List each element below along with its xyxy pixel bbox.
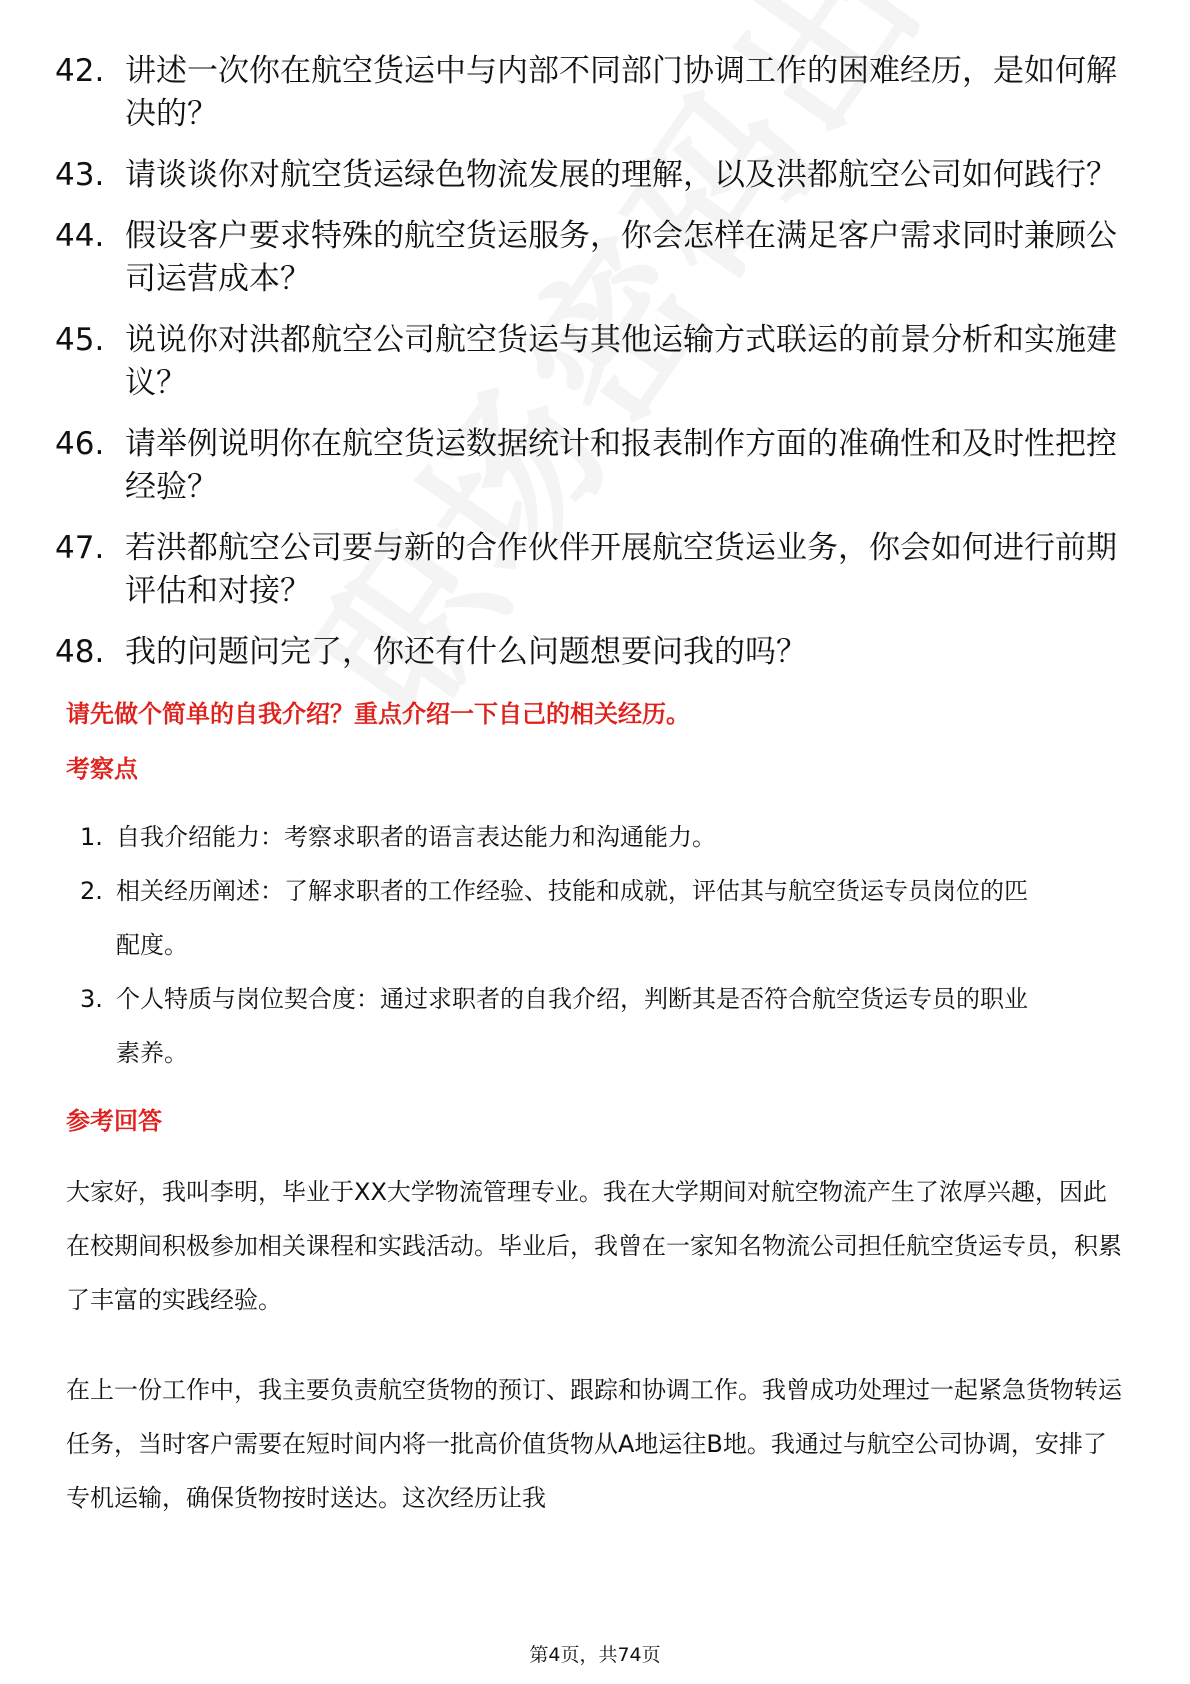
section-question-title: 请先做个简单的自我介绍？重点介绍一下自己的相关经历。: [66, 700, 690, 728]
question-number: 46.: [55, 426, 105, 462]
points-list: [80, 810, 1040, 1080]
question-item: [55, 631, 1135, 674]
point-item: [80, 810, 1040, 864]
question-item: [55, 50, 1135, 136]
question-item: [55, 154, 1135, 197]
question-text: 我的问题问完了，你还有什么问题想要问我的吗？: [125, 634, 807, 670]
answer-heading: 参考回答: [66, 1107, 162, 1135]
point-number: 1.: [80, 823, 103, 851]
point-text: 自我介绍能力：考察求职者的语言表达能力和沟通能力。: [116, 823, 716, 851]
point-number: 2.: [80, 877, 103, 905]
question-text: 若洪都航空公司要与新的合作伙伴开展航空货运业务，你会如何进行前期评估和对接？: [125, 530, 1117, 609]
question-item: [55, 527, 1135, 613]
question-text: 说说你对洪都航空公司航空货运与其他运输方式联运的前景分析和实施建议？: [125, 322, 1117, 401]
question-number: 43.: [55, 157, 105, 193]
question-number: 47.: [55, 530, 105, 566]
question-text: 假设客户要求特殊的航空货运服务，你会怎样在满足客户需求同时兼顾公司运营成本？: [125, 218, 1117, 297]
answer-body: [66, 1165, 1126, 1525]
point-text: 个人特质与岗位契合度：通过求职者的自我介绍，判断其是否符合航空货运专员的职业素养。: [116, 985, 1028, 1067]
question-list: [55, 50, 1135, 692]
point-number: 3.: [80, 985, 103, 1013]
answer-paragraph: 大家好，我叫李明，毕业于XX大学物流管理专业。我在大学期间对航空物流产生了浓厚兴趣，因此在校期间积极参加相关课程和实践活动。毕业后，我曾在一家知名物流公司担任航空货运专员，积累了丰富的实践经验。: [66, 1178, 1122, 1314]
question-text: 请举例说明你在航空货运数据统计和报表制作方面的准确性和及时性把控经验？: [125, 426, 1117, 505]
question-text: 讲述一次你在航空货运中与内部不同部门协调工作的困难经历，是如何解决的？: [125, 53, 1117, 132]
question-number: 48.: [55, 634, 105, 670]
question-item: [55, 319, 1135, 405]
question-number: 42.: [55, 53, 105, 89]
points-heading: 考察点: [66, 755, 138, 783]
answer-paragraph: 在上一份工作中，我主要负责航空货物的预订、跟踪和协调工作。我曾成功处理过一起紧急货物转运任务，当时客户需要在短时间内将一批高价值货物从A地运往B地。我通过与航空公司协调，安排了专机运输，确保货物按时送达。这次经历让我: [66, 1376, 1122, 1512]
point-text: 相关经历阐述：了解求职者的工作经验、技能和成就，评估其与航空货运专员岗位的匹配度。: [116, 877, 1028, 959]
page-footer: 第4页，共74页: [529, 1644, 661, 1666]
question-item: [55, 215, 1135, 301]
point-item: [80, 864, 1040, 972]
question-number: 44.: [55, 218, 105, 254]
question-number: 45.: [55, 322, 105, 358]
point-item: [80, 972, 1040, 1080]
question-item: [55, 423, 1135, 509]
question-text: 请谈谈你对航空货运绿色物流发展的理解，以及洪都航空公司如何践行？: [125, 157, 1117, 193]
